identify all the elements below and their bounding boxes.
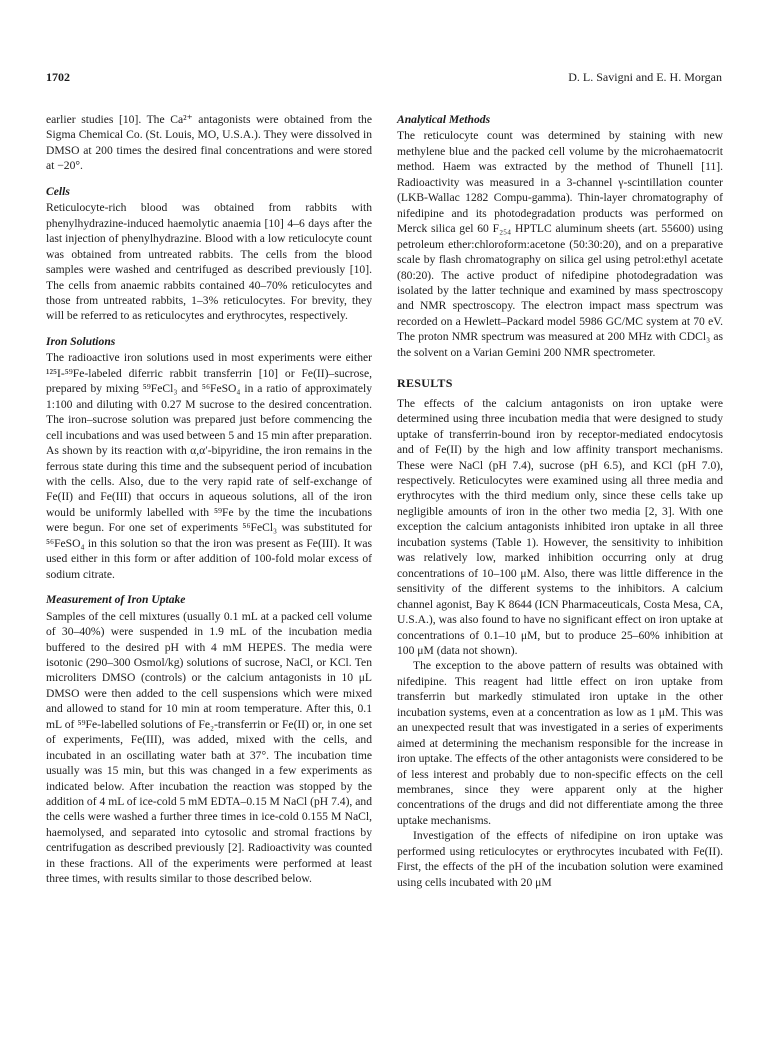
results-paragraph-2: The exception to the above pattern of results was obtained with nifedipine. This reagent had little effect on iron uptake from transferrin but markedly stimulated iron uptake in the other incubation systems, even at a concentration as low as 1 μM. This was an unexpected result that was investigated in a series of experiments aimed at determining the mechanism responsible for the increase in iron uptake. The effects of the other antagonists were considered to be of less interest and probably due to non-specific effects on the cell membranes, since they were apparent only at the higher concentrations of the drugs and did not differentiate among the three uptake mechanisms. [397,659,723,827]
intro-paragraph: earlier studies [10]. The Ca²⁺ antagonists were obtained from the Sigma Chemical Co. (St. Louis, MO, U.S.A.). They were dissolved in DMSO at 200 times the desired final concentrations and were stored at −20°. [46,113,372,173]
results-heading: RESULTS [397,376,453,391]
page-header [46,70,722,90]
iron-solutions-paragraph: The radioactive iron solutions used in most experiments were either ¹²⁵I-⁵⁹Fe-labeled diferric rabbit transferrin [10] or Fe(II)–sucrose, prepared by mixing ⁵⁹FeCl₃ and ⁵⁶FeSO₄ in a ratio of approximately 1:100 and diluting with 0.27 M sucrose to the desired concentration. The iron–sucrose solution was prepared just before commencing the cell incubations and was used between 5 and 15 min after preparation. As shown by its reaction with α,α′-bipyridine, the iron remains in the ferrous state during this time and the subsequent period of incubation with the cells. Also, due to the very rapid rate of self-exchange of Fe(II) and Fe(III) that occurs in aqueous solutions, all of the iron would be uniformly labelled with ⁵⁹Fe by the time the incubations were begun. For one set of experiments ⁵⁶FeCl₃ was substituted for ⁵⁶FeSO₄ in this solution so that the iron was present as Fe(III). It was used either in this form or after addition of 100-fold molar excess of sodium citrate. [46,351,372,581]
measurement-heading: Measurement of Iron Uptake [46,593,186,607]
results-paragraph-1: The effects of the calcium antagonists on iron uptake were determined using three incubation media that were designed to study uptake of transferrin-bound iron by receptor-mediated endocytosis and of Fe(II) by the high and low affinity transport mechanisms. These were NaCl (pH 7.4), sucrose (pH 6.5), and KCl (pH 7.0), respectively. Reticulocytes were examined using all three media and erythrocytes with the third medium only, since these cells take up negligible amounts of iron in the other two media [2, 3]. With one exception the calcium antagonists inhibited iron uptake in all three incubation systems (Table 1). However, the sensitivity to inhibition was relatively low, marked inhibition occurring only at drug concentrations of 10–100 μM. Also, there was little difference in the sensitivity of the different systems to the inhibitors. A calcium channel agonist, Bay K 8644 (ICN Pharmaceuticals, Costa Mesa, CA, U.S.A.), was also found to have no significant effect on iron uptake at concentrations of 0.1–10 μM, but to produce 25–60% inhibition at 100 μM (data not shown). [397,396,723,657]
results-paragraph-3: Investigation of the effects of nifedipine on iron uptake was performed using reticulocytes or erythrocytes incubated with Fe(II). First, the effects of the pH of the incubation solution were examined using cells incubated with 20 μM [397,829,723,889]
analytical-methods-heading: Analytical Methods [397,113,491,126]
left-column [46,112,372,887]
analytical-methods-paragraph: The reticulocyte count was determined by staining with new methylene blue and the packed cell volume by the microhaematocrit method. Haem was extracted by the method of Thunell [11]. Radioactivity was measured in a 3-channel γ-scintillation counter (LKB-Wallac 1282 Compu-gamma). Thin-layer chromatography of nifedipine and its photodegradation products was performed on Merck silica gel 60 F₂₅₄ HPTLC aluminum sheets (art. 55600) using petroleum ether:chloroform:acetone (50:30:20), and on a preparative scale by flash chromatography on silica gel using petrol:ethyl acetate (80:20). The active product of nifedipine photodegradation was isolated by the latter technique and examined by mass spectroscopy and NMR spectroscopy. The electron impact mass spectrum was recorded on a Hewlett–Packard model 5986 GC/MC system at 70 eV. The proton NMR spectrum was measured at 200 MHz with CDCl₃ as the solvent on a Varian Gemini 200 NMR spectrometer. [397,129,723,359]
page-number: 1702 [46,70,70,84]
cells-heading: Cells [46,184,70,198]
running-head-authors: D. L. Savigni and E. H. Morgan [568,70,722,84]
measurement-paragraph: Samples of the cell mixtures (usually 0.1 mL at a packed cell volume of 30–40%) were suspended in 1.9 mL of the incubation media buffered to the desired pH with 4 mM HEPES. The media were isotonic (290–300 Osmol/kg) solutions of sucrose, NaCl, or KCl. Ten microliters DMSO (controls) or the calcium antagonists in 10 μL DMSO were then added to the cell suspensions which were mixed and allowed to stand for 10 min at room temperature. After this, 0.1 mL of ⁵⁹Fe-labelled solutions of Fe₂-transferrin or Fe(II) or, in one set of experiments, Fe(III), was added, mixed with the cells, and incubated in an oscillating water bath at 37°. The incubation time usually was 15 min, but this was changed in a few experiments as indicated below. After incubation the reaction was stopped by the addition of 4 mL of ice-cold 5 mM EDTA–0.15 M NaCl (pH 7.4), and the cells were washed a further three times in ice-cold 0.155 M NaCl, haemolysed, and separated into cytosolic and stromal fractions by centrifugation as described previously [2]. Radioactivity was counted in these fractions. All of the experiments were performed at least three times, with results similar to those described below. [46,609,372,886]
cells-paragraph: Reticulocyte-rich blood was obtained from rabbits with phenylhydrazine-induced haemolytic anaemia [10] 4–6 days after the last injection of phenylhydrazine. Blood with a low reticulocyte count was obtained from untreated rabbits. The cells from the blood samples were washed and centrifuged as described previously [10]. The cells from anaemic rabbits contained 40–70% reticulocytes and those from untreated rabbits, 1–3% reticulocytes. For brevity, they will be referred to as reticulocytes and erythrocytes, respectively. [46,201,372,323]
right-column [397,112,723,890]
iron-solutions-heading: Iron Solutions [46,334,116,348]
